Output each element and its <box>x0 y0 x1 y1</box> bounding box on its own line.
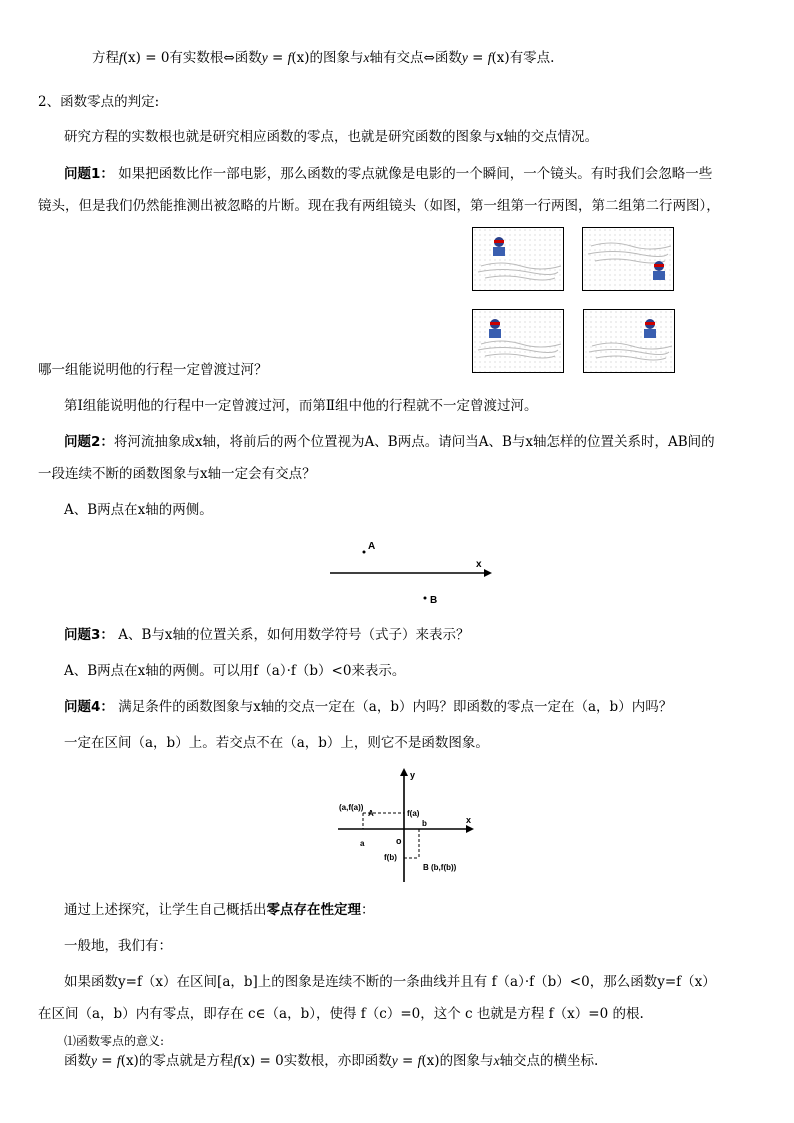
math-f: f <box>287 50 292 65</box>
math: (x) <box>122 50 141 66</box>
question-1-line2: 镜头，但是我们仍然能推测出被忽略的片断。现在我有两组镜头（如图，第一组第一行两图，第二组第二行两图）， <box>38 198 720 214</box>
text: 将河流抽象成x轴，将前后的两个位置视为A、B两点。请问当A、B与x轴怎样的位置关系时，AB间的 <box>113 434 715 450</box>
picture-group2-after <box>583 309 675 373</box>
question-label: 问题1： <box>64 166 114 182</box>
math: = <box>397 1053 418 1069</box>
point-b <box>424 597 427 600</box>
text: 的零点就是方程 <box>138 1053 234 1069</box>
point-a <box>363 551 366 554</box>
cartoon-person-image <box>584 310 674 372</box>
answer-3: A、B两点在x轴的两侧。可以用f（a）·f（b）<0来表示。 <box>64 663 406 679</box>
question-2-line1 <box>64 432 715 452</box>
math: = 0 <box>255 1053 284 1069</box>
point-b-coord: B (b,f(b)) <box>423 863 457 872</box>
math-f: f <box>116 1053 121 1068</box>
math-y: y <box>391 1053 398 1068</box>
text: 方程 <box>92 50 119 66</box>
question-label: 问题3： <box>64 627 114 643</box>
theorem-line1: 如果函数y=f（x）在区间[a，b]上的图象是连续不断的一条曲线并且有 f（a）·f（b）<0，那么函数y=f（x） <box>64 974 716 990</box>
text: 实数根，亦即函数 <box>283 1053 392 1069</box>
b-tick-label: b <box>422 819 427 828</box>
cartoon-person-image <box>473 228 563 290</box>
x-label: x <box>466 815 472 825</box>
math-x: x <box>363 50 370 65</box>
cartoon-person-image <box>473 310 563 372</box>
a-tick-label: a <box>360 839 365 848</box>
points-ab-figure <box>326 534 496 612</box>
text: 的图象与 <box>439 1053 494 1069</box>
math: = <box>267 50 288 66</box>
question-label: 问题2： <box>64 434 114 450</box>
math: (x) <box>237 1053 256 1069</box>
x-label: x <box>476 559 482 570</box>
picture-group1-after <box>582 227 674 291</box>
answer-1: 第Ⅰ组能说明他的行程中一定曾渡过河，而第Ⅱ组中他的行程就不一定曾渡过河。 <box>64 398 538 414</box>
text: 满足条件的函数图象与x轴的交点一定在（a，b）内吗？即函数的零点一定在（a，b）内吗？ <box>113 699 673 715</box>
x-axis-arrow <box>466 825 474 833</box>
math: (x) <box>491 50 510 66</box>
question-1-line3: 哪一组能说明他的行程一定曾渡过河？ <box>38 362 268 378</box>
theorem-name: 零点存在性定理 <box>266 902 361 918</box>
question-3 <box>64 625 469 645</box>
general-line: 一般地，我们有： <box>64 938 172 954</box>
math-x: x <box>493 1053 500 1068</box>
y-axis-arrow <box>400 768 408 776</box>
text: 轴交点的横坐标. <box>499 1053 599 1069</box>
picture-group2-before <box>472 309 564 373</box>
meaning-title: ⑴函数零点的意义: <box>64 1034 165 1048</box>
point-a-coord: (a,f(a)) <box>339 803 364 812</box>
question-1-line1 <box>64 164 712 184</box>
math-f: f <box>417 1053 422 1068</box>
fb-label: f(b) <box>384 853 397 862</box>
math-f: f <box>487 50 492 65</box>
theorem-line2: 在区间（a，b）内有零点，即存在 c∈（a，b），使得 f（c）=0，这个 c 也就是方程 f（x）=0 的根. <box>38 1006 644 1022</box>
point-a-label: A <box>368 809 374 818</box>
fa-label: f(a) <box>407 809 420 818</box>
math: = <box>467 50 488 66</box>
origin-label: o <box>396 836 402 846</box>
point-b-label: B <box>430 595 438 606</box>
math-f: f <box>119 50 123 65</box>
picture-group1-before <box>472 227 564 291</box>
text: 轴有交点⇔函数 <box>369 50 462 66</box>
math-y: y <box>461 50 468 65</box>
math: (x) <box>421 1053 440 1069</box>
math-y: y <box>261 50 268 65</box>
cartoon-person-image <box>583 228 673 290</box>
x-axis-arrow <box>484 569 492 577</box>
interval-graph-figure <box>334 766 484 884</box>
y-label: y <box>410 770 416 780</box>
math-f: f <box>233 1053 238 1068</box>
question-label: 问题4： <box>64 699 114 715</box>
point-a-label: A <box>368 541 376 552</box>
answer-4: 一定在区间（a，b）上。若交点不在（a，b）上，则它不是函数图象。 <box>64 735 489 751</box>
question-2-line2: 一段连续不断的函数图象与x轴一定会有交点？ <box>38 466 316 482</box>
text: A、B与x轴的位置关系，如何用数学符号（式子）来表示？ <box>113 627 470 643</box>
meaning-line <box>64 1051 598 1071</box>
question-4 <box>64 697 672 717</box>
math: = 0 <box>140 50 170 66</box>
math: = <box>97 1053 117 1069</box>
intro-paragraph: 研究方程的实数根也就是研究相应函数的零点，也就是研究函数的图象与x轴的交点情况。 <box>64 129 599 145</box>
answer-2: A、B两点在x轴的两侧。 <box>64 502 213 518</box>
math-y: y <box>91 1053 97 1068</box>
equivalence-line <box>92 48 554 68</box>
text: 如果把函数比作一部电影，那么函数的零点就像是电影的一个瞬间，一个镜头。有时我们会忽略一些 <box>113 166 713 182</box>
section-heading: 2、函数零点的判定: <box>38 94 160 110</box>
text: 的图象与 <box>309 50 364 66</box>
math: (x) <box>120 1053 139 1069</box>
text: 有零点. <box>509 50 555 66</box>
text: 有实数根⇔函数 <box>169 50 262 66</box>
text: ： <box>361 902 375 918</box>
summary-line <box>64 900 375 920</box>
text: 通过上述探究，让学生自己概括出 <box>64 902 267 918</box>
math: (x) <box>291 50 310 66</box>
text: 函数 <box>64 1053 91 1069</box>
